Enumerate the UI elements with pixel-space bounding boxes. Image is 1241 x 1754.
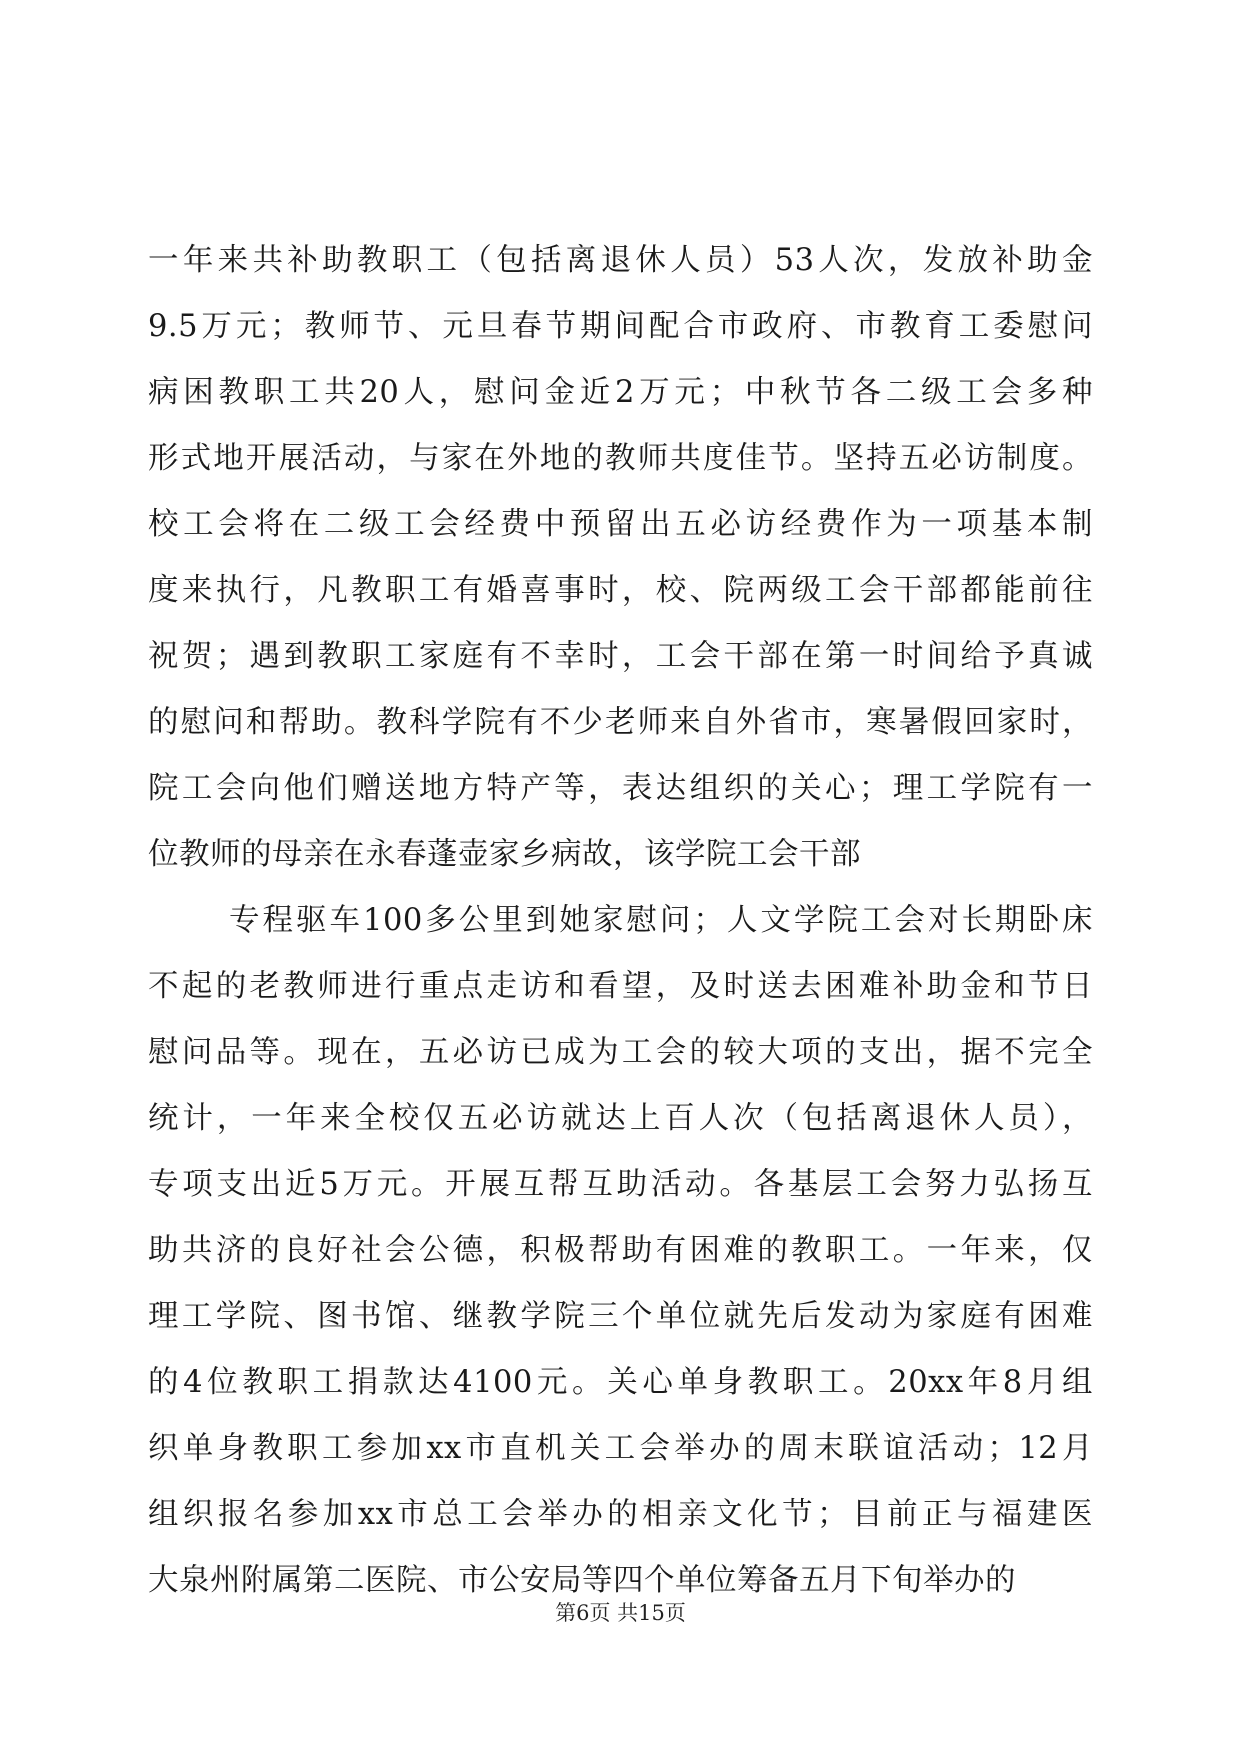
text-line: 组织报名参加xx市总工会举办的相亲文化节；目前正与福建医 <box>148 1497 1093 1532</box>
document-body <box>148 228 1093 1614</box>
text-line: 专程驱车100多公里到她家慰问；人文学院工会对长期卧床 <box>229 903 1093 938</box>
text-line: 形式地开展活动，与家在外地的教师共度佳节。坚持五必访制度。 <box>148 441 1093 476</box>
text-line: 病困教职工共20人，慰问金近2万元；中秋节各二级工会多种 <box>148 375 1093 410</box>
text-line: 慰问品等。现在，五必访已成为工会的较大项的支出，据不完全 <box>148 1035 1093 1070</box>
text-line: 专项支出近5万元。开展互帮互助活动。各基层工会努力弘扬互 <box>148 1167 1093 1202</box>
text-line: 位教师的母亲在永春蓬壶家乡病故，该学院工会干部 <box>148 837 861 872</box>
text-line: 一年来共补助教职工（包括离退休人员）53人次，发放补助金 <box>148 243 1093 278</box>
text-line: 大泉州附属第二医院、市公安局等四个单位筹备五月下旬举办的 <box>148 1563 1016 1598</box>
text-line: 的慰问和帮助。教科学院有不少老师来自外省市，寒暑假回家时， <box>148 705 1093 740</box>
paragraph <box>148 228 1093 888</box>
text-line: 织单身教职工参加xx市直机关工会举办的周末联谊活动；12月 <box>148 1431 1093 1466</box>
text-line: 的4位教职工捐款达4100元。关心单身教职工。20xx年8月组 <box>148 1365 1093 1400</box>
text-line: 助共济的良好社会公德，积极帮助有困难的教职工。一年来，仅 <box>148 1233 1093 1268</box>
text-line: 不起的老教师进行重点走访和看望，及时送去困难补助金和节日 <box>148 969 1093 1004</box>
paragraph <box>148 888 1093 1614</box>
text-line: 统计，一年来全校仅五必访就达上百人次（包括离退休人员）， <box>148 1101 1093 1136</box>
text-line: 校工会将在二级工会经费中预留出五必访经费作为一项基本制 <box>148 507 1093 542</box>
page-footer: 第6页 共15页 <box>555 1601 686 1625</box>
text-line: 理工学院、图书馆、继教学院三个单位就先后发动为家庭有困难 <box>148 1299 1093 1334</box>
text-line: 祝贺；遇到教职工家庭有不幸时，工会干部在第一时间给予真诚 <box>148 639 1093 674</box>
text-line: 9.5万元；教师节、元旦春节期间配合市政府、市教育工委慰问 <box>148 309 1093 344</box>
text-line: 院工会向他们赠送地方特产等，表达组织的关心；理工学院有一 <box>148 771 1093 806</box>
text-line: 度来执行，凡教职工有婚喜事时，校、院两级工会干部都能前往 <box>148 573 1093 608</box>
